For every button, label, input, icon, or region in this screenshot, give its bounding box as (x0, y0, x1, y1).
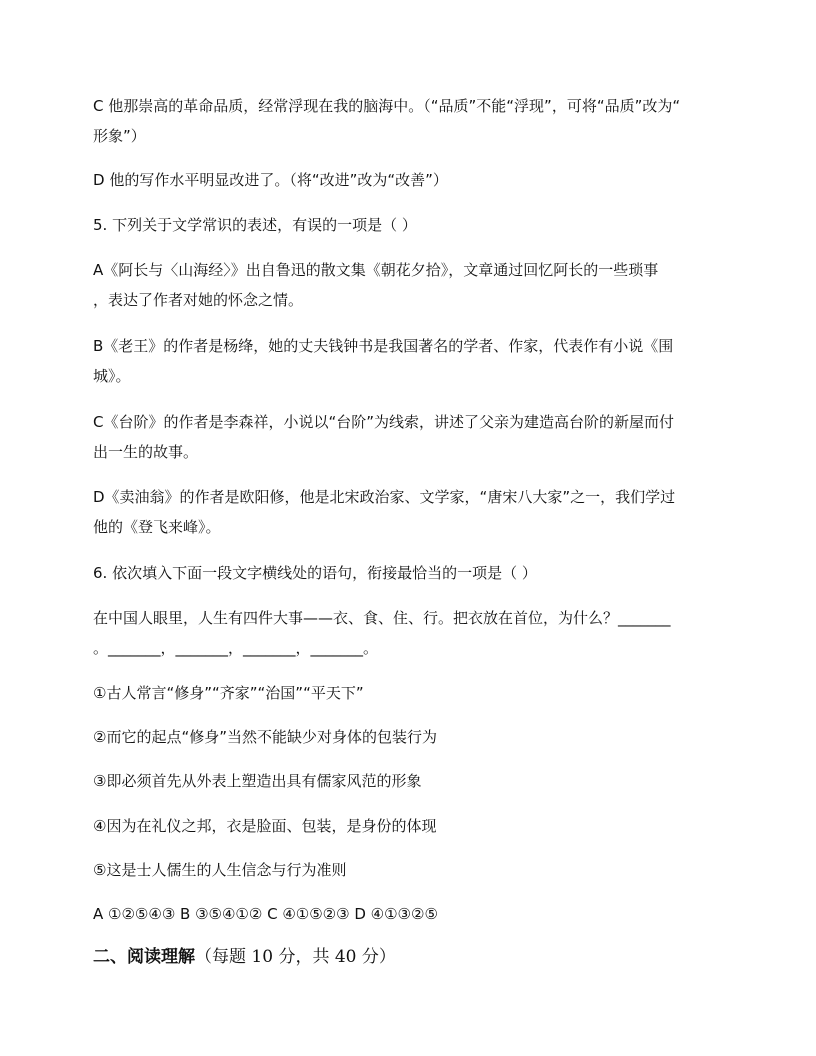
q5-option-b-line-2: 城》。 (93, 367, 131, 385)
q6-sentence-4: ④因为在礼仪之邦，衣是脸面、包装，是身份的体现 (93, 817, 437, 835)
option-c-line-1: C 他那崇高的革命品质，经常浮现在我的脑海中。（“品质”不能“浮现”，可将“品质”改为“ (93, 97, 681, 115)
q5-option-d-line-2: 他的《登飞来峰》。 (93, 518, 221, 536)
q6-passage-line-2: 。_______，_______，_______，_______。 (93, 639, 379, 657)
option-d-line: D 他的写作水平明显改进了。（将“改进”改为“改善”） (93, 171, 448, 189)
q5-option-c-line-1: C《台阶》的作者是李森祥，小说以“台阶”为线索，讲述了父亲为建造高台阶的新屋而付 (93, 413, 675, 431)
section-score-note: （每题 10 分，共 40 分） (195, 947, 396, 967)
q5-option-a-line-2: ，表达了作者对她的怀念之情。 (93, 291, 304, 309)
section-heading (93, 946, 396, 968)
q6-passage-line-1: 在中国人眼里，人生有四件大事——衣、食、住、行。把衣放在首位，为什么？_______ (93, 609, 671, 627)
q6-answer-options: A ①②⑤④③ B ③⑤④①② C ④①⑤②③ D ④①③②⑤ (93, 905, 438, 923)
question-6: 6. 依次填入下面一段文字横线处的语句，衔接最恰当的一项是（ ） (93, 564, 537, 582)
q6-sentence-1: ①古人常言“修身”“齐家”“治国”“平天下” (93, 684, 364, 702)
question-5: 5. 下列关于文学常识的表述，有误的一项是（ ） (93, 216, 417, 234)
q5-option-b-line-1: B《老王》的作者是杨绛，她的丈夫钱钟书是我国著名的学者、作家，代表作有小说《围 (93, 337, 674, 355)
q6-sentence-5: ⑤这是士人儒生的人生信念与行为准则 (93, 861, 347, 879)
q5-option-a-line-1: A《阿长与〈山海经〉》出自鲁迅的散文集《朝花夕拾》，文章通过回忆阿长的一些琐事 (93, 261, 659, 279)
q5-option-d-line-1: D《卖油翁》的作者是欧阳修，他是北宋政治家、文学家，“唐宋八大家”之一，我们学过 (93, 488, 676, 506)
section-title: 二、阅读理解 (93, 947, 195, 967)
q5-option-c-line-2: 出一生的故事。 (93, 443, 199, 461)
option-c-line-2: 形象”） (93, 127, 146, 145)
q6-sentence-2: ②而它的起点“修身”当然不能缺少对身体的包装行为 (93, 728, 437, 746)
q6-sentence-3: ③即必须首先从外表上塑造出具有儒家风范的形象 (93, 772, 422, 790)
